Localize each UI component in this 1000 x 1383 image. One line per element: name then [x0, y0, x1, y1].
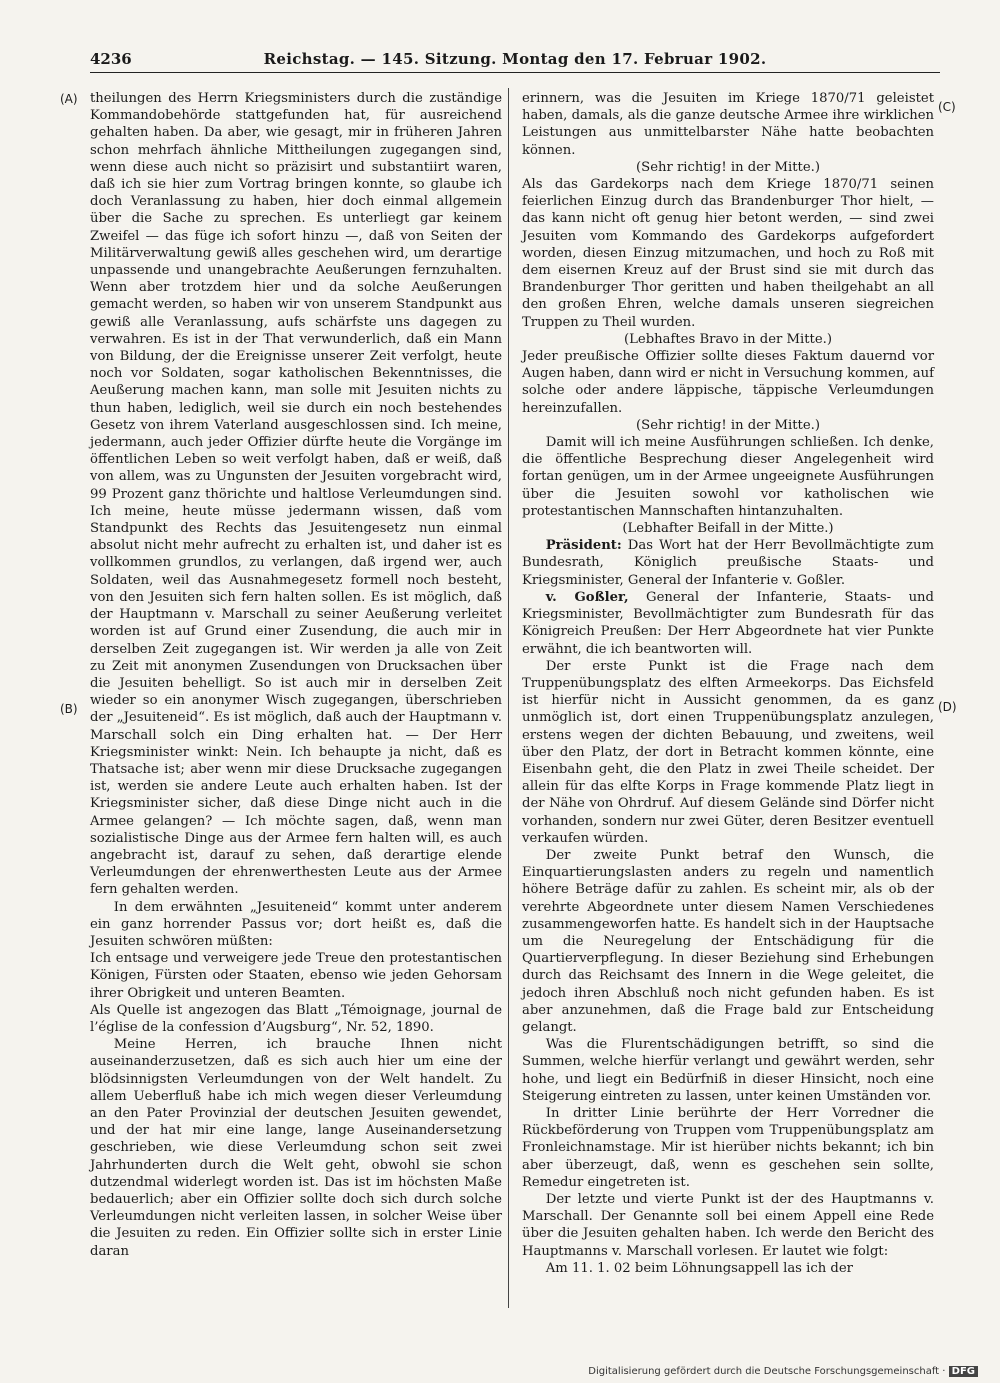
paragraph: theilungen des Herrn Kriegsministers durch die zuständige Kommandobehörde stattgefunden hat, für ausreichend gehalten haben. Da aber, wie gesagt, mir in früheren Jahren schon mehrfach ähnliche Mittheilungen zugegangen sind, wenn diese auch nicht so präzisirt und substantiirt waren, daß ich sie hier zum Vortrag bringen konnte, so glaube ich doch Veranlassung zu haben, hier doch einmal allgemein über die Sache zu sprechen. Es unterliegt gar keinem Zweifel — das füge ich sofort hinzu —, daß von Seiten der Militärverwaltung gewiß alles geschehen wird, um derartige unpassende und unangebrachte Aeußerungen fernzuhalten. Wenn aber trotzdem hier und da solche Aeußerungen gemacht werden, so haben wir von unserem Standpunkt aus gewiß alle Veranlassung, aufs schärfste uns dagegen zu verwahren. Es ist in der That verwunderlich, daß ein Mann von Bildung, der die Ereignisse unserer Zeit verfolgt, heute noch vor Soldaten, sogar katholischen Bekenntnisses, die Aeußerung machen kann, man solle mit Jesuiten nichts zu thun haben, lediglich, weil sie durch ein noch bestehendes Gesetz von ihrem Vaterland ausgeschlossen sind. Ich meine, jedermann, auch jeder Offizier dürfte heute die Vorgänge im öffentlichen Leben so weit verfolgt haben, daß er weiß, daß von allem, was zu Ungunsten der Jesuiten vorgebracht wird, 99 Prozent ganz thörichte und haltlose Verleumdungen sind. Ich meine, heute müsse jedermann wissen, daß vom Standpunkt des Rechts das Jesuitengesetz nun einmal absolut nicht mehr aufrecht zu erhalten ist, und daher ist es vollkommen grundlos, zu verlangen, daß irgend wer, auch Soldaten, weil das Ausnahmegesetz formell noch besteht, von den Jesuiten sich fern halten sollen. Es ist möglich, daß der Hauptmann v. Marschall zu seiner Aeußerung verleitet worden ist auf Grund einer Zusendung, die auch mir in derselben Zeit zugegangen ist. Wir werden ja alle von Zeit zu Zeit mit anonymen Zusendungen von Drucksachen über die Jesuiten behelligt. So ist auch mir in derselben Zeit wieder so ein anonymer Wisch zugegangen, überschrieben der „Jesuiteneid“. Es ist möglich, daß auch der Hauptmann v. Marschall solch ein Ding erhalten hat. — Der Herr Kriegsminister winkt: Nein. Ich behaupte ja nicht, daß es Thatsache ist; aber wenn mir diese Drucksache zugegangen ist, werden sie andere Leute auch erhalten haben. Ist der Kriegsminister sicher, daß diese Dinge nicht auch in die Armee gelangen? — Ich möchte sagen, daß, wenn man sozialistische Dinge aus der Armee fern halten will, es auch angebracht ist, darauf zu sehen, daß derartige elende Verleumdungen der ehrenwerthesten Leute aus der Armee fern gehalten werden. [90, 91, 502, 898]
page-header [90, 50, 940, 73]
speech-text: General der Infanterie, Staats- und Kriegsminister, Bevollmächtigter zum Bundesrath für das Königreich Preußen: Der Herr Abgeordnete hat vier Punkte erwähnt, die ich beantworten will. [522, 589, 934, 657]
paragraph: Der zweite Punkt betraf den Wunsch, die Einquartierungslasten anders zu regeln und namentlich höhere Beträge dafür zu zahlen. Es scheint mir, als ob der verehrte Abgeordnete unter diesem Namen Verschiedenes zusammengeworfen hatte. Es handelt sich in der Hauptsache um die Neuregelung der Entschädigung für die Quartierverpflegung. In dieser Beziehung sind Erhebungen durch das Reichsamt des Innern in die Wege geleitet, die jedoch ihren Abschluß noch nicht gefunden haben. Es ist aber anzunehmen, daß die Frage bald zur Entscheidung gelangt. [522, 847, 934, 1035]
page-title: Reichstag. — 145. Sitzung. Montag den 17. Februar 1902. [263, 50, 767, 68]
interjection: (Sehr richtig! in der Mitte.) [636, 417, 820, 433]
speech-text: Das Wort hat der Herr Bevollmächtigte zum Bundesrath, Königlich preußische Staats- und Kriegsminister, General der Infanterie v. Goßler. [522, 538, 934, 588]
paragraph: In dritter Linie berührte der Herr Vorredner die Rückbeförderung von Truppen vom Truppenübungsplatz am Fronleichnamstage. Mir ist hierüber nichts bekannt; ich bin aber überzeugt, daß, wenn es geschehen sein sollte, Remedur eingetreten ist. [522, 1105, 934, 1190]
speaker-name: v. Goßler, [545, 589, 629, 605]
dfg-logo: DFG [949, 1366, 978, 1377]
paragraph: Damit will ich meine Ausführungen schließen. Ich denke, die öffentliche Besprechung dieser Angelegenheit wird fortan genügen, um in der Armee ungeeignete Ausführungen über die Jesuiten sowohl vor katholischen wie protestantischen Mannschaften hintanzuhalten. [522, 435, 934, 519]
funding-footer [588, 1366, 978, 1377]
paragraph: Was die Flurentschädigungen betrifft, so sind die Summen, welche hierfür verlangt und gewährt werden, sehr hohe, und liegt ein Bedürfniß in dieser Hinsicht, noch eine Steigerung eintreten zu lassen, unter keinen Umständen vor. [522, 1037, 934, 1104]
interjection: (Sehr richtig! in der Mitte.) [636, 159, 820, 175]
interjection: (Lebhaftes Bravo in der Mitte.) [624, 331, 832, 347]
paragraph: Jeder preußische Offizier sollte dieses Faktum dauernd vor Augen haben, dann wird er nicht in Versuchung kommen, auf solche oder andere läppische, täppische Verleumdungen hereinzufallen. [522, 349, 934, 416]
paragraph: Der erste Punkt ist die Frage nach dem Truppenübungsplatz des elften Armeekorps. Das Eichsfeld ist hierfür nicht in Aussicht genommen, da es ganz unmöglich ist, dort einen Truppenübungsplatz anzulegen, erstens wegen der dichten Bebauung, und zweitens, weil über den Platz, der dort in Betracht kommen könnte, eine Eisenbahn geht, die den Platz in zwei Theile scheidet. Der allein für das elfte Korps in Frage kommende Platz liegt in der Nähe von Ohrdruf. Auf diesem Gelände sind Dörfer nicht vorhanden, sondern nur zwei Güter, deren Besitzer eventuell verkaufen würden. [522, 658, 934, 846]
paragraph: Der letzte und vierte Punkt ist der des Hauptmanns v. Marschall. Der Genannte soll bei einem Appell eine Rede über die Jesuiten gehalten haben. Ich werde den Bericht des Hauptmanns v. Marschall vorlesen. Er lautet wie folgt: [522, 1192, 934, 1259]
paragraph [522, 537, 934, 589]
paragraph [522, 589, 934, 658]
margin-mark-a: (A) [60, 92, 78, 106]
paragraph: In dem erwähnten „Jesuiteneid“ kommt unter anderem ein ganz horrender Passus vor; dort heißt es, daß die Jesuiten schwören müßten: [90, 899, 502, 949]
left-column [90, 90, 502, 1260]
paragraph: erinnern, was die Jesuiten im Kriege 1870/71 geleistet haben, damals, als die ganze deutsche Armee ihre wirklichen Leistungen aus unmittelbarster Nähe hatte beobachten können. [522, 91, 934, 158]
paragraph: Am 11. 1. 02 beim Löhnungsappell las ich der [545, 1260, 853, 1276]
interjection: (Lebhafter Beifall in der Mitte.) [622, 521, 834, 537]
paragraph: Als Quelle ist angezogen das Blatt „Témoignage, journal de l’église de la confession d’Augsburg“, Nr. 52, 1890. [90, 1002, 502, 1035]
right-column [522, 90, 934, 1277]
column-divider [508, 88, 509, 1308]
margin-mark-c: (C) [938, 100, 956, 114]
footer-text: Digitalisierung gefördert durch die Deutsche Forschungsgemeinschaft · [588, 1366, 946, 1377]
paragraph: Als das Gardekorps nach dem Kriege 1870/71 seinen feierlichen Einzug durch das Brandenburger Thor hielt, — das kann nicht oft genug hier betont werden, — sind zwei Jesuiten vom Kommando des Gardekorps aufgefordert worden, diesen Einzug mitzumachen, und hoch zu Roß mit dem eisernen Kreuz auf der Brust sind sie mit durch das Brandenburger Thor geritten und haben theilgehabt an all den großen Ehren, welche damals unseren siegreichen Truppen zu Theil wurden. [522, 177, 934, 330]
page-number: 4236 [90, 50, 132, 68]
block-quote: Ich entsage und verweigere jede Treue den protestantischen Königen, Fürsten oder Staaten, ebenso wie jeden Gehorsam ihrer Obrigkeit und unteren Beamten. [90, 951, 502, 1001]
paragraph: Meine Herren, ich brauche Ihnen nicht auseinanderzusetzen, daß es sich auch hier um eine der blödsinnigsten Verleumdungen von der Welt handelt. Zu allem Ueberfluß habe ich mich wegen dieser Verleumdung an den Pater Provinzial der deutschen Jesuiten gewendet, und der hat mir eine lange, lange Auseinandersetzung geschrieben, wie diese Verleumdung schon seit zwei Jahrhunderten durch die Welt geht, obwohl sie schon dutzendmal widerlegt worden ist. Das ist im höchsten Maße bedauerlich; aber ein Offizier sollte doch sich durch solche Verleumdungen nicht verleiten lassen, in solcher Weise über die Jesuiten zu reden. Ein Offizier sollte sich in erster Linie daran [90, 1037, 502, 1259]
margin-mark-b: (B) [60, 702, 78, 716]
margin-mark-d: (D) [938, 700, 957, 714]
speaker-name: Präsident: [545, 538, 622, 554]
